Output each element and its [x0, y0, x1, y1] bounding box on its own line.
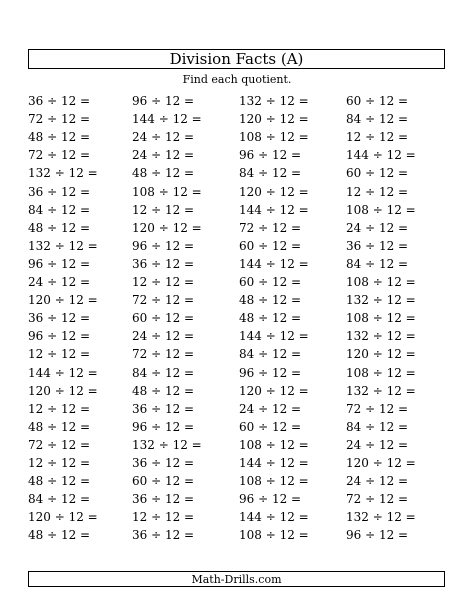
division-problem: 144 ÷ 12 = — [239, 510, 309, 525]
division-problem: 36 ÷ 12 = — [28, 94, 91, 108]
division-problem: 96 ÷ 12 = — [239, 148, 302, 163]
division-problem: 144 ÷ 12 = — [346, 148, 416, 163]
division-problem: 144 ÷ 12 = — [28, 365, 98, 380]
division-problem: 24 ÷ 12 = — [239, 401, 302, 416]
division-problem: 12 ÷ 12 = — [28, 401, 91, 416]
division-problem: 144 ÷ 12 = — [239, 329, 309, 344]
division-problem: 72 ÷ 12 = — [132, 347, 195, 362]
division-problem: 36 ÷ 12 = — [346, 238, 409, 253]
division-problem: 24 ÷ 12 = — [132, 130, 195, 145]
division-problem: 24 ÷ 12 = — [346, 474, 409, 489]
division-problem: 60 ÷ 12 = — [239, 275, 302, 289]
division-problem: 144 ÷ 12 = — [132, 112, 202, 127]
division-problem: 60 ÷ 12 = — [132, 474, 195, 489]
division-problem: 132 ÷ 12 = — [346, 383, 416, 398]
division-problem: 48 ÷ 12 = — [239, 311, 302, 326]
division-problem: 12 ÷ 12 = — [132, 275, 195, 289]
division-problem: 96 ÷ 12 = — [239, 492, 302, 507]
division-problem: 36 ÷ 12 = — [132, 456, 195, 470]
division-problem: 36 ÷ 12 = — [132, 256, 195, 271]
division-problem: 108 ÷ 12 = — [132, 184, 202, 199]
division-problem: 36 ÷ 12 = — [132, 528, 195, 543]
division-problem: 108 ÷ 12 = — [346, 365, 416, 380]
division-problem: 84 ÷ 12 = — [346, 256, 409, 271]
division-problem: 96 ÷ 12 = — [28, 329, 91, 344]
division-problem: 120 ÷ 12 = — [239, 383, 309, 398]
division-problem: 72 ÷ 12 = — [28, 437, 91, 452]
worksheet-title-box — [28, 49, 445, 69]
division-problem: 120 ÷ 12 = — [28, 510, 98, 525]
division-problem: 24 ÷ 12 = — [132, 329, 195, 344]
division-problem: 84 ÷ 12 = — [239, 347, 302, 362]
division-problem: 144 ÷ 12 = — [239, 202, 309, 217]
division-problem: 132 ÷ 12 = — [239, 94, 309, 108]
division-problem: 96 ÷ 12 = — [239, 365, 302, 380]
division-problem: 108 ÷ 12 = — [346, 202, 416, 217]
division-problem: 144 ÷ 12 = — [239, 256, 309, 271]
division-problem: 84 ÷ 12 = — [346, 419, 409, 434]
division-problem: 108 ÷ 12 = — [346, 311, 416, 326]
division-problem: 132 ÷ 12 = — [346, 329, 416, 344]
division-problem: 48 ÷ 12 = — [28, 130, 91, 145]
division-problem: 72 ÷ 12 = — [239, 220, 302, 235]
division-problem: 132 ÷ 12 = — [132, 437, 202, 452]
division-problem: 60 ÷ 12 = — [132, 311, 195, 326]
division-problem: 48 ÷ 12 = — [132, 383, 195, 398]
division-problem: 36 ÷ 12 = — [132, 492, 195, 507]
division-problem: 84 ÷ 12 = — [132, 365, 195, 380]
division-problem: 60 ÷ 12 = — [346, 166, 409, 181]
division-problem: 72 ÷ 12 = — [28, 112, 91, 127]
division-problem: 120 ÷ 12 = — [239, 112, 309, 127]
division-problem: 120 ÷ 12 = — [346, 347, 416, 362]
division-problem: 120 ÷ 12 = — [28, 383, 98, 398]
division-problem: 24 ÷ 12 = — [346, 220, 409, 235]
division-problem: 24 ÷ 12 = — [28, 275, 91, 289]
division-problem: 48 ÷ 12 = — [28, 474, 91, 489]
division-problem: 12 ÷ 12 = — [28, 456, 91, 470]
division-problem: 60 ÷ 12 = — [346, 94, 409, 108]
division-problem: 108 ÷ 12 = — [239, 437, 309, 452]
division-problem: 96 ÷ 12 = — [132, 419, 195, 434]
division-problem: 120 ÷ 12 = — [132, 220, 202, 235]
footer-text: Math-Drills.com — [191, 572, 282, 586]
division-problem: 72 ÷ 12 = — [28, 148, 91, 163]
division-problem: 108 ÷ 12 = — [239, 528, 309, 543]
division-problem: 132 ÷ 12 = — [346, 293, 416, 308]
division-problem: 132 ÷ 12 = — [28, 166, 98, 181]
division-problem: 108 ÷ 12 = — [239, 474, 309, 489]
division-problem: 48 ÷ 12 = — [239, 293, 302, 308]
division-problem: 144 ÷ 12 = — [239, 456, 309, 470]
division-problem: 96 ÷ 12 = — [132, 238, 195, 253]
division-problem: 72 ÷ 12 = — [346, 401, 409, 416]
division-problem: 96 ÷ 12 = — [28, 256, 91, 271]
division-problem: 24 ÷ 12 = — [346, 437, 409, 452]
instructions: Find each quotient. — [182, 73, 292, 86]
division-problem: 120 ÷ 12 = — [239, 184, 309, 199]
division-problem: 48 ÷ 12 = — [28, 528, 91, 543]
footer-box — [28, 571, 445, 587]
division-problem: 120 ÷ 12 = — [346, 456, 416, 470]
division-problem: 36 ÷ 12 = — [132, 401, 195, 416]
division-problem: 12 ÷ 12 = — [346, 130, 409, 145]
division-problem: 24 ÷ 12 = — [132, 148, 195, 163]
division-problem: 36 ÷ 12 = — [28, 184, 91, 199]
division-problem: 96 ÷ 12 = — [346, 528, 409, 543]
division-problem: 60 ÷ 12 = — [239, 238, 302, 253]
division-problem: 12 ÷ 12 = — [132, 202, 195, 217]
division-problem: 12 ÷ 12 = — [346, 184, 409, 199]
division-problem: 72 ÷ 12 = — [346, 492, 409, 507]
division-problem: 36 ÷ 12 = — [28, 311, 91, 326]
division-problem: 120 ÷ 12 = — [28, 293, 98, 308]
division-problem: 84 ÷ 12 = — [346, 112, 409, 127]
division-problem: 60 ÷ 12 = — [239, 419, 302, 434]
division-problem: 108 ÷ 12 = — [239, 130, 309, 145]
worksheet-title: Division Facts (A) — [169, 49, 304, 68]
division-problem: 132 ÷ 12 = — [346, 510, 416, 525]
division-problem: 84 ÷ 12 = — [239, 166, 302, 181]
division-problem: 12 ÷ 12 = — [28, 347, 91, 362]
division-problem: 132 ÷ 12 = — [28, 238, 98, 253]
division-problem: 48 ÷ 12 = — [28, 220, 91, 235]
division-problem: 72 ÷ 12 = — [132, 293, 195, 308]
division-problem: 48 ÷ 12 = — [132, 166, 195, 181]
division-problem: 96 ÷ 12 = — [132, 94, 195, 108]
division-problem: 84 ÷ 12 = — [28, 492, 91, 507]
division-problem: 12 ÷ 12 = — [132, 510, 195, 525]
division-problem: 84 ÷ 12 = — [28, 202, 91, 217]
division-problem: 48 ÷ 12 = — [28, 419, 91, 434]
division-problem: 108 ÷ 12 = — [346, 275, 416, 289]
